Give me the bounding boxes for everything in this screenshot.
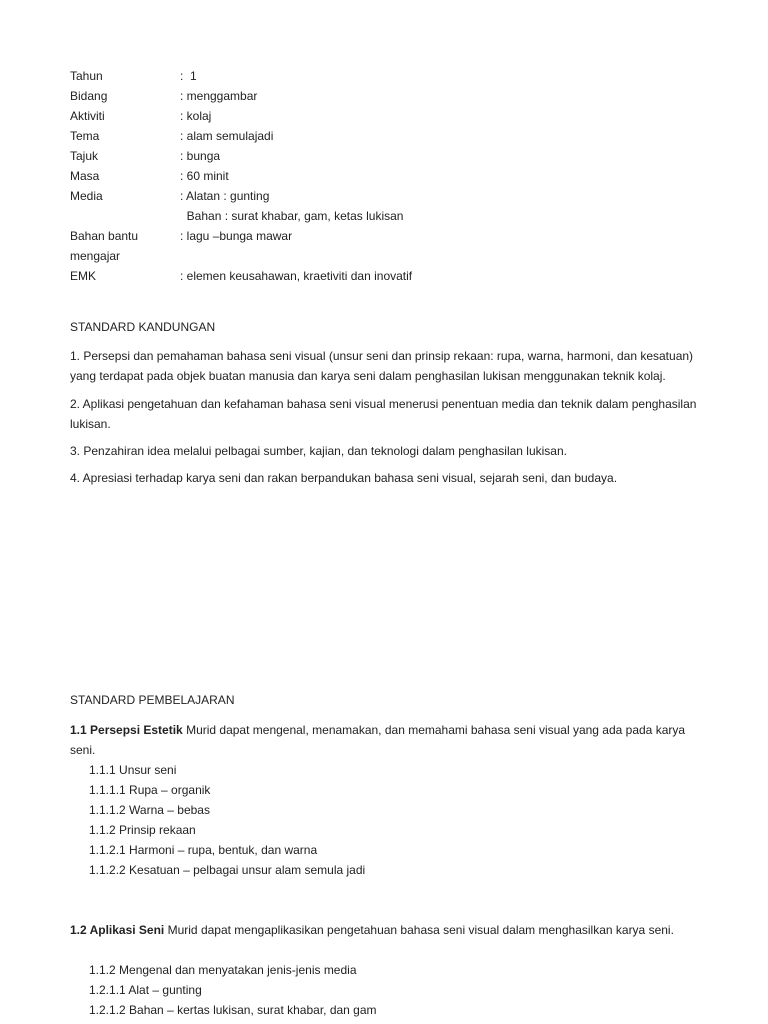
section-1-2 (70, 920, 710, 940)
info-row-bidang (70, 86, 412, 106)
info-value: Bahan : surat khabar, gam, ketas lukisan (180, 209, 404, 223)
info-label: Media (70, 189, 103, 203)
info-row-media-bahan (70, 206, 412, 226)
info-value: : bunga (180, 149, 221, 163)
info-value: : alam semulajadi (180, 129, 274, 143)
info-row-tahun (70, 66, 412, 86)
info-label: Bahan bantu (70, 229, 139, 243)
standard-kandungan-heading: STANDARD KANDUNGAN (70, 320, 216, 334)
list-item: 1.1.1 Unsur seni (89, 763, 177, 777)
kandungan-item: 4. Apresiasi terhadap karya seni dan rakan berpandukan bahasa seni visual, sejarah seni, dan budaya. (70, 471, 618, 485)
info-row-bahan-bantu (70, 226, 412, 246)
list-item: 1.1.2.1 Harmoni – rupa, bentuk, dan warna (89, 843, 318, 857)
section-1-1-text: Murid dapat mengenal, menamakan, dan memahami bahasa seni visual yang ada pada karya seni. (70, 723, 686, 757)
info-row-tajuk (70, 146, 412, 166)
section-1-1 (70, 720, 710, 760)
info-label: Tahun (70, 69, 103, 83)
section-1-2-list (89, 960, 377, 1020)
list-item: 1.1.1.2 Warna – bebas (89, 803, 210, 817)
info-label: EMK (70, 269, 97, 283)
info-value: : kolaj (180, 109, 212, 123)
info-row-emk (70, 266, 412, 286)
info-label: Tema (70, 129, 100, 143)
info-label: mengajar (70, 249, 121, 263)
info-value: : 1 (180, 69, 197, 83)
section-1-1-list (89, 760, 365, 880)
info-label: Bidang (70, 89, 108, 103)
info-value: : 60 minit (180, 169, 229, 183)
list-item: 1.1.1.1 Rupa – organik (89, 783, 211, 797)
list-item: 1.2.1.2 Bahan – kertas lukisan, surat khabar, dan gam (89, 1003, 377, 1017)
info-value: : elemen keusahawan, kraetiviti dan inovatif (180, 269, 413, 283)
kandungan-item: 2. Aplikasi pengetahuan dan kefahaman bahasa seni visual menerusi penentuan media dan teknik dalam penghasilan lukisan. (70, 397, 697, 431)
list-item: 1.1.2.2 Kesatuan – pelbagai unsur alam semula jadi (89, 863, 366, 877)
info-label: Tajuk (70, 149, 99, 163)
standard-pembelajaran-heading: STANDARD PEMBELAJARAN (70, 693, 235, 707)
list-item: 1.2.1.1 Alat – gunting (89, 983, 202, 997)
kandungan-item: 1. Persepsi dan pemahaman bahasa seni visual (unsur seni dan prinsip rekaan: rupa, warna, harmoni, dan kesatuan) yang terdapat pada objek buatan manusia dan karya seni dalam penghasilan lukisan menggunakan teknik kolaj. (70, 349, 694, 383)
lesson-info-table (70, 66, 412, 286)
info-row-tema (70, 126, 412, 146)
section-1-1-title: 1.1 Persepsi Estetik (70, 723, 183, 737)
kandungan-item: 3. Penzahiran idea melalui pelbagai sumber, kajian, dan teknologi dalam penghasilan lukisan. (70, 444, 567, 458)
info-value: : Alatan : gunting (180, 189, 270, 203)
info-row-aktiviti (70, 106, 412, 126)
list-item: 1.1.2 Mengenal dan menyatakan jenis-jenis media (89, 963, 357, 977)
section-1-2-text: Murid dapat mengaplikasikan pengetahuan bahasa seni visual dalam menghasilkan karya seni. (164, 923, 674, 937)
info-value: : menggambar (180, 89, 258, 103)
info-row-mengajar (70, 246, 412, 266)
info-label (70, 206, 180, 226)
info-value: : lagu –bunga mawar (180, 229, 293, 243)
info-row-masa (70, 166, 412, 186)
list-item: 1.1.2 Prinsip rekaan (89, 823, 196, 837)
section-1-2-title: 1.2 Aplikasi Seni (70, 923, 165, 937)
info-label: Masa (70, 169, 100, 183)
info-label: Aktiviti (70, 109, 105, 123)
info-row-media (70, 186, 412, 206)
